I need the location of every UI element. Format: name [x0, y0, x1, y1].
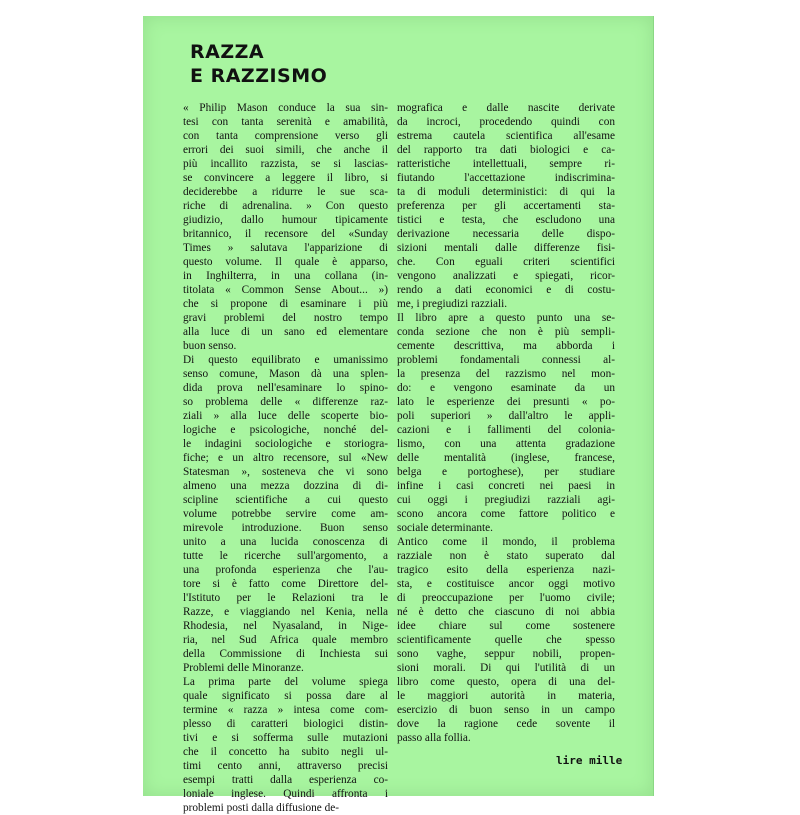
blurb-line: mografica e dalle nascite derivate: [397, 102, 615, 114]
book-title: [190, 40, 327, 88]
blurb-paragraph: [397, 101, 615, 311]
blurb-line: libro come questo, opera di una del-: [397, 676, 615, 688]
blurb-line: sono vaghe, seppur nobili, propen-: [397, 648, 615, 660]
blurb-paragraph: [183, 101, 388, 353]
blurb-paragraph: [183, 353, 388, 675]
blurb-line: buon senso.: [183, 340, 237, 352]
blurb-line: alla luce di un sano ed elementare: [183, 326, 388, 338]
blurb-line: timi cento anni, attraverso precisi: [183, 760, 388, 772]
blurb-line: più incallito razzista, se si lascias-: [183, 158, 388, 170]
blurb-line: belga e portoghese), per studiare: [397, 466, 615, 478]
blurb-line: Il libro apre a questo punto una se-: [397, 312, 615, 324]
blurb-line: scipline scientifiche a cui questo: [183, 494, 388, 506]
blurb-line: esercizio di buon senso in un campo: [397, 704, 615, 716]
blurb-line: britannico, il recensore del «Sunday: [183, 228, 388, 240]
blurb-line: tore si è fatto come Direttore del-: [183, 578, 388, 590]
blurb-line: che. Con eguali criteri scientifici: [397, 256, 615, 268]
blurb-line: con tanta comprensione verso gli: [183, 130, 388, 142]
blurb-line: ta di moduli deterministici: di qui la: [397, 186, 615, 198]
blurb-line: delle mentalità (inglese, francese,: [397, 452, 615, 464]
blurb-line: sioni morali. Di qui l'utilità di un: [397, 662, 615, 674]
blurb-left-column: [183, 101, 388, 815]
blurb-line: volume potrebbe servire come am-: [183, 508, 388, 520]
blurb-line: se convincere a leggere il libro, si: [183, 172, 388, 184]
blurb-line: tesi con tanta serenità e amabilità,: [183, 116, 388, 128]
blurb-line: quale significato si possa dare al: [183, 690, 388, 702]
blurb-line: errori dei suoi simili, che anche il: [183, 144, 388, 156]
blurb-line: sta, e costituisce ancor oggi motivo: [397, 578, 615, 590]
blurb-line: almeno una mezza dozzina di di-: [183, 480, 388, 492]
blurb-line: poli superiori » dall'altro le appli-: [397, 410, 615, 422]
blurb-right-column: [397, 101, 615, 745]
blurb-line: ria, nel Sud Africa quale membro: [183, 634, 388, 646]
blurb-paragraph: [183, 675, 388, 815]
blurb-line: riche di adrenalina. » Con questo: [183, 200, 388, 212]
blurb-line: Rhodesia, nel Nyasaland, in Nige-: [183, 620, 388, 632]
blurb-line: del rapporto tra dati biologici e ca-: [397, 144, 615, 156]
blurb-line: conda sezione che non è più sempli-: [397, 326, 615, 338]
blurb-line: in Inghilterra, in una collana (in-: [183, 270, 388, 282]
blurb-line: senso comune, Mason dà una splen-: [183, 368, 388, 380]
blurb-line: Antico come il mondo, il problema: [397, 536, 615, 548]
blurb-line: mirevole introduzione. Buon senso: [183, 522, 388, 534]
blurb-line: passo alla follia.: [397, 732, 471, 744]
blurb-line: della Commissione di Inchiesta sui: [183, 648, 388, 660]
blurb-line: lato le esperienze dei presunti « po-: [397, 396, 615, 408]
blurb-line: le indagini sociologiche e storiogra-: [183, 438, 388, 450]
blurb-line: loniale inglese. Quindi affronta i: [183, 788, 388, 800]
blurb-line: tragico esito della esperienza nazi-: [397, 564, 615, 576]
blurb-line: né è detto che ciascuno di noi abbia: [397, 606, 615, 618]
blurb-line: preferenza per gli accertamenti sta-: [397, 200, 615, 212]
blurb-line: « Philip Mason conduce la sua sin-: [183, 102, 388, 114]
blurb-line: problemi fondamentali connessi al-: [397, 354, 615, 366]
blurb-paragraph: [397, 535, 615, 745]
blurb-line: fiche; e un altro recensore, sul «New: [183, 452, 388, 464]
blurb-line: cazioni e i fallimenti del colonia-: [397, 424, 615, 436]
blurb-line: sociale determinante.: [397, 522, 493, 534]
price-label: lire mille: [556, 754, 623, 767]
blurb-line: unito a una lucida conoscenza di: [183, 536, 388, 548]
blurb-line: questo volume. Il quale è apparso,: [183, 256, 388, 268]
blurb-line: do: e vengono esaminate da un: [397, 382, 615, 394]
blurb-line: sizioni mentali dalle differenze fisi-: [397, 242, 615, 254]
blurb-line: ziali » alla luce delle scoperte bio-: [183, 410, 388, 422]
blurb-line: lismo, con una attenta gradazione: [397, 438, 615, 450]
blurb-line: Di questo equilibrato e umanissimo: [183, 354, 388, 366]
blurb-line: cemente descrittiva, ma abborda i: [397, 340, 615, 352]
blurb-line: Times » salutava l'apparizione di: [183, 242, 388, 254]
blurb-line: plesso di caratteri biologici distin-: [183, 718, 388, 730]
blurb-line: dove la ragione cede sovente il: [397, 718, 615, 730]
blurb-line: estrema cautela scientifica all'esame: [397, 130, 615, 142]
blurb-line: di preoccupazione per l'uomo civile;: [397, 592, 615, 604]
blurb-line: da incroci, procedendo quindi con: [397, 116, 615, 128]
blurb-line: una profonda esperienza che l'au-: [183, 564, 388, 576]
blurb-line: gravi problemi del nostro tempo: [183, 312, 388, 324]
blurb-line: tivi e si sofferma sulle mutazioni: [183, 732, 388, 744]
blurb-line: scono ancora come fattore politico e: [397, 508, 615, 520]
blurb-line: che si propone di esaminare i più: [183, 298, 388, 310]
blurb-line: le maggiori autorità in materia,: [397, 690, 615, 702]
book-title-line-2: E RAZZISMO: [190, 65, 328, 87]
blurb-line: giudizio, dallo humour tipicamente: [183, 214, 388, 226]
blurb-line: La prima parte del volume spiega: [183, 676, 388, 688]
blurb-line: razziale non è stato superato dal: [397, 550, 615, 562]
blurb-line: che il concetto ha subito negli ul-: [183, 746, 388, 758]
blurb-line: l'Istituto per le Relazioni tra le: [183, 592, 388, 604]
blurb-line: rendo a dati economici e di costu-: [397, 284, 615, 296]
blurb-line: titolata « Common Sense About... »): [183, 284, 388, 296]
blurb-line: so problema delle « differenze raz-: [183, 396, 388, 408]
blurb-line: Statesman », sosteneva che vi sono: [183, 466, 388, 478]
blurb-line: cui oggi i pregiudizi razziali agi-: [397, 494, 615, 506]
blurb-paragraph: [397, 311, 615, 535]
blurb-line: derivazione necessaria delle dispo-: [397, 228, 615, 240]
blurb-line: la presenza del razzismo nel mon-: [397, 368, 615, 380]
blurb-line: tistici e testa, che escludono una: [397, 214, 615, 226]
blurb-line: scientificamente quelle che spesso: [397, 634, 615, 646]
blurb-line: tutte le ricerche sull'argomento, a: [183, 550, 388, 562]
blurb-line: me, i pregiudizi razziali.: [397, 298, 508, 310]
blurb-line: Problemi delle Minoranze.: [183, 662, 304, 674]
blurb-line: dida prova nell'esaminare lo spino-: [183, 382, 388, 394]
blurb-line: infine i casi concreti nei paesi in: [397, 480, 615, 492]
blurb-line: ratteristiche intellettuali, sempre ri-: [397, 158, 615, 170]
blurb-line: idee chiare sul come sostenere: [397, 620, 615, 632]
blurb-line: Razze, e viaggiando nel Kenia, nella: [183, 606, 388, 618]
blurb-line: esempi tratti dalla esperienza co-: [183, 774, 388, 786]
blurb-line: problemi posti dalla diffusione de-: [183, 802, 340, 814]
blurb-line: fiutando l'accettazione indiscrimina-: [397, 172, 615, 184]
blurb-line: termine « razza » intesa come com-: [183, 704, 388, 716]
blurb-line: logiche e psicologiche, nonché del-: [183, 424, 388, 436]
blurb-line: vengono analizzati e spiegati, ricor-: [397, 270, 615, 282]
blurb-line: deciderebbe a ridurre le sue sca-: [183, 186, 388, 198]
book-title-line-1: RAZZA: [190, 41, 265, 63]
